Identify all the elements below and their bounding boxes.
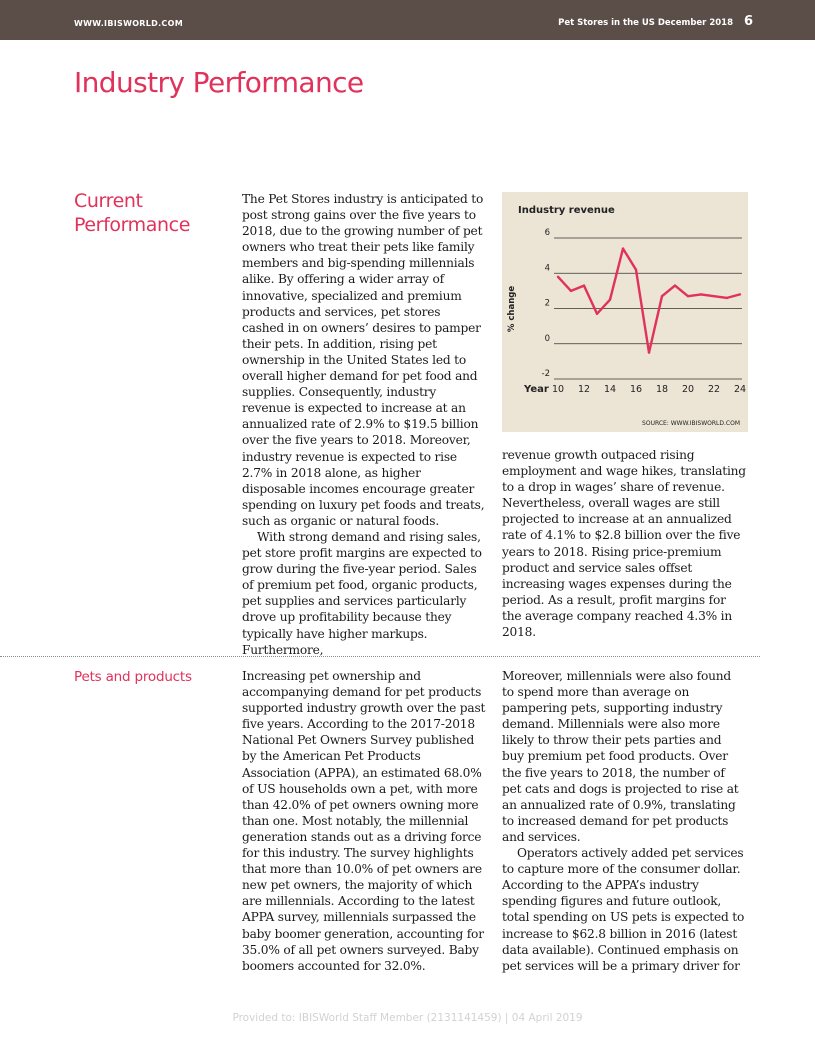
site-url[interactable]: WWW.IBISWORLD.COM [74, 19, 183, 28]
data-point [687, 295, 689, 297]
page-title: Industry Performance [74, 66, 364, 99]
x-tick-label: 24 [733, 384, 747, 395]
y-tick-label: 6 [544, 228, 550, 238]
chart-svg [502, 192, 748, 432]
current-performance-column-2 [502, 447, 746, 640]
paragraph: Operators actively added pet services to capture more of the consumer dollar. According to the APPA’s industry spending figures and future outlook, total spending on US pets is expected to increase to $62.8 billion in 2016 (latest data available). Continued emphasis on pet services will be a primary driver for [502, 846, 745, 973]
pets-products-column-2 [502, 668, 746, 974]
data-point [557, 276, 559, 278]
section-heading-pets-and-products: Pets and products [74, 669, 192, 685]
x-tick-label: 14 [603, 384, 617, 395]
data-point [661, 295, 663, 297]
x-tick-label: 22 [707, 384, 721, 395]
data-point [622, 247, 624, 249]
pets-products-column-1 [242, 668, 486, 974]
footer-provided-to: Provided to: IBISWorld Staff Member (2131141459) | 04 April 2019 [232, 1012, 583, 1024]
y-axis-label: % change [507, 285, 517, 333]
page-number: 6 [744, 14, 754, 29]
data-point [635, 269, 637, 271]
data-points [557, 247, 741, 353]
x-tick-label: 12 [577, 384, 591, 395]
y-tick-label: -2 [541, 369, 550, 379]
industry-revenue-chart [502, 192, 748, 432]
data-point [609, 298, 611, 300]
data-point [700, 293, 702, 295]
x-tick-label: 16 [629, 384, 643, 395]
data-point [583, 284, 585, 286]
data-point [674, 284, 676, 286]
data-point [739, 293, 741, 295]
chart-title: Industry revenue [518, 205, 615, 216]
data-point [596, 313, 598, 315]
paragraph: Moreover, millennials were also found to spend more than average on pampering pets, supporting industry demand. Millennials were also more likely to throw their pets parties and buy premium pet food products. Over the five years to 2018, the number of pet cats and dogs is projected to rise at an annualized rate of 0.9%, translating to increased demand for pet products and services. [502, 669, 739, 844]
header-bar [0, 0, 815, 40]
section-heading-current-performance: Current Performance [74, 190, 191, 236]
section-divider [0, 656, 760, 657]
data-point [726, 297, 728, 299]
y-tick-label: 2 [544, 298, 550, 309]
x-tick-label: 20 [681, 384, 695, 395]
current-performance-column-1 [242, 191, 486, 658]
paragraph: Increasing pet ownership and accompanying demand for pet products supported industry growth over the past five years. According to the 2017-2018 National Pet Owners Survey published by the American Pet Products Association (APPA), an estimated 68.0% of US households own a pet, with more than 42.0% of pet owners owning more than one. Most notably, the millennial generation stands out as a driving force for this industry. The survey highlights that more than 10.0% of pet owners are new pet owners, the majority of which are millennials. According to the latest APPA survey, millennials surpassed the baby boomer generation, accounting for 35.0% of all pet owners surveyed. Baby boomers accounted for 32.0%. [242, 669, 486, 973]
data-point [570, 290, 572, 292]
y-tick-labels [542, 228, 550, 379]
gridlines [554, 238, 742, 379]
x-tick-label: 10 [551, 384, 565, 395]
revenue-line [558, 249, 740, 353]
paragraph: With strong demand and rising sales, pet store profit margins are expected to grow during the five-year period. Sales of premium pet food, organic products, pet supplies and services particularly drove up profitability because they typically have higher markups. Furthermore, [242, 529, 482, 657]
paragraph: The Pet Stores industry is anticipated to post strong gains over the five years to 2018, due to the growing number of pet owners who treat their pets like family members and big-spending millennials alike. By offering a wider array of innovative, specialized and premium products and services, pet stores cashed in on owners’ desires to pamper their pets. In addition, rising pet ownership in the United States led to overall higher demand for pet food and supplies. Consequently, industry revenue is expected to increase at an annualized rate of 2.9% to $19.5 billion over the five years to 2018. Moreover, industry revenue is expected to rise 2.7% in 2018 alone, as higher disposable incomes encourage greater spending on luxury pet foods and treats, such as organic or natural foods. [242, 192, 485, 528]
data-point [713, 295, 715, 297]
x-tick-labels [552, 384, 746, 395]
chart-source: SOURCE: WWW.IBISWORLD.COM [642, 420, 740, 427]
document-title: Pet Stores in the US December 2018 [558, 18, 733, 28]
y-tick-label: 4 [544, 263, 550, 274]
x-axis-label: Year [524, 384, 549, 395]
y-tick-label: 0 [544, 333, 550, 344]
paragraph: revenue growth outpaced rising employment and wage hikes, translating to a drop in wages’ share of revenue. Nevertheless, overall wages are still projected to increase at an annualized rate of 4.1% to $2.8 billion over the five years to 2018. Rising price-premium product and service sales offset increasing wages expenses during the period. As a result, profit margins for the average company reached 4.3% in 2018. [502, 448, 746, 640]
data-point [648, 351, 650, 353]
x-tick-label: 18 [655, 384, 669, 395]
